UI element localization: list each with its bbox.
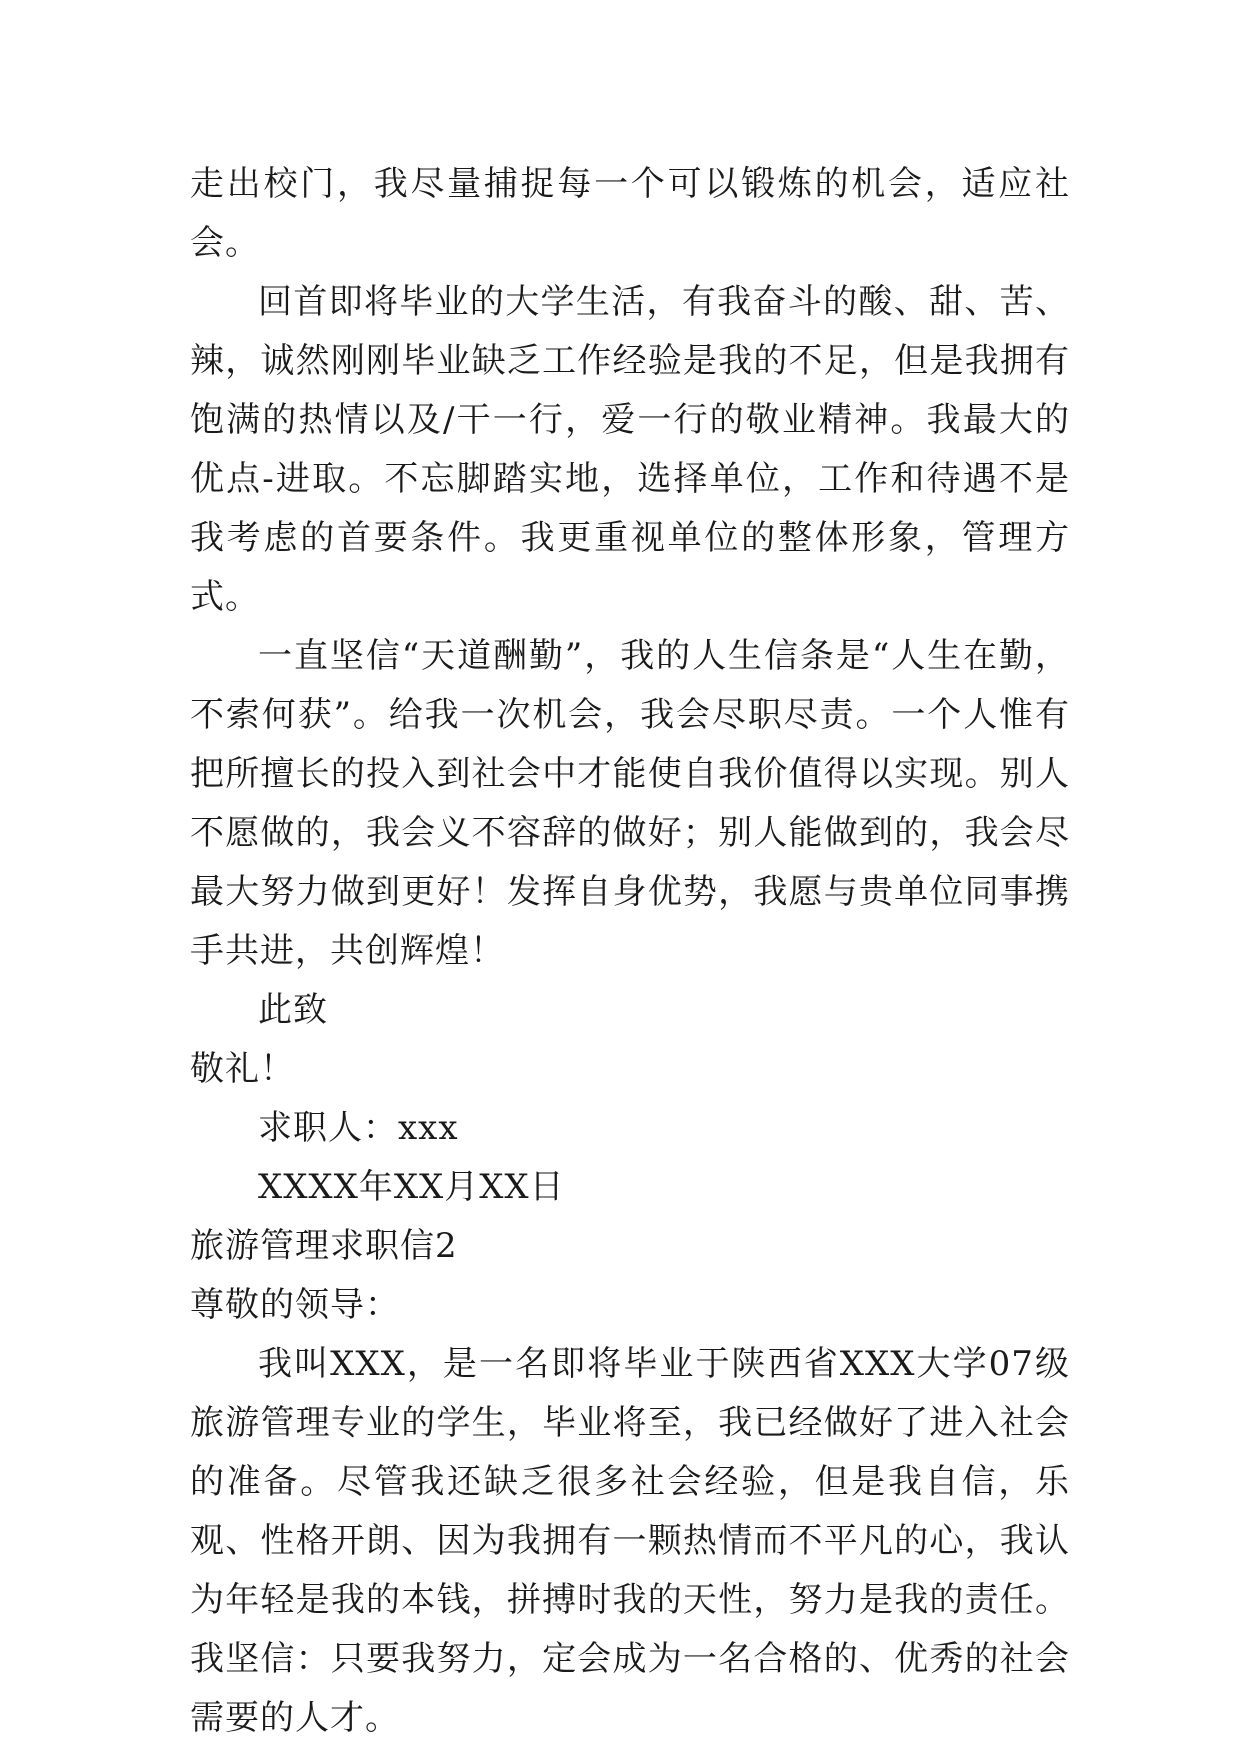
letter-2-title: 旅游管理求职信2	[190, 1226, 458, 1266]
signature-applicant: 求职人：xxx	[258, 1108, 459, 1148]
paragraph-belief: 一直坚信“天道酬勤”，我的人生信条是“人生在勤，不索何获”。给我一次机会，我会尽职尽责。一个人惟有把所擅长的投入到社会中才能使自我价值得以实现。别人不愿做的，我会义不容辞的做好；别人能做到的，我会尽最大努力做到更好！发挥自身优势，我愿与贵单位同事携手共进，共创辉煌！	[190, 636, 1070, 971]
signature-date: XXXX年XX月XX日	[258, 1167, 565, 1207]
document-body	[190, 155, 1070, 1748]
paragraph-introduction: 我叫XXX，是一名即将毕业于陕西省XXX大学07级旅游管理专业的学生，毕业将至，我已经做好了进入社会的准备。尽管我还缺乏很多社会经验，但是我自信，乐观、性格开朗、因为我拥有一颗热情而不平凡的心，我认为年轻是我的本钱，拼搏时我的天性，努力是我的责任。我坚信：只要我努力，定会成为一名合格的、优秀的社会需要的人才。	[190, 1344, 1070, 1738]
paragraph-graduation-life: 回首即将毕业的大学生活，有我奋斗的酸、甜、苦、辣，诚然刚刚毕业缺乏工作经验是我的不足，但是我拥有饱满的热情以及/干一行，爱一行的敬业精神。我最大的优点-进取。不忘脚踏实地，选择单位，工作和待遇不是我考虑的首要条件。我更重视单位的整体形象，管理方式。	[190, 282, 1070, 617]
closing-regards: 敬礼！	[190, 1049, 295, 1089]
paragraph-continuation: 走出校门，我尽量捕捉每一个可以锻炼的机会，适应社会。	[190, 164, 1070, 263]
closing-salutation: 此致	[258, 990, 328, 1030]
letter-2-greeting: 尊敬的领导：	[190, 1285, 400, 1325]
